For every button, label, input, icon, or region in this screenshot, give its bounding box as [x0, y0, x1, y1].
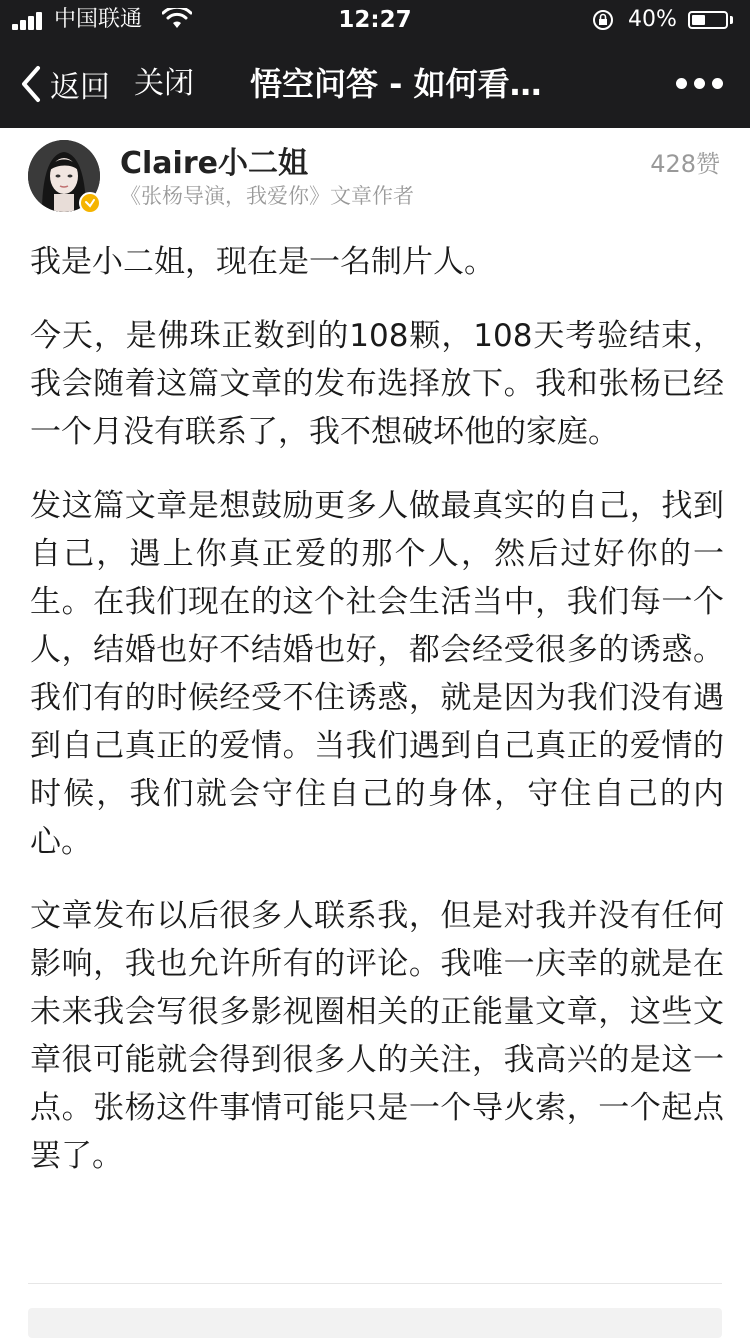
divider: [28, 1283, 722, 1284]
battery-level-fill: [692, 15, 705, 25]
author-name[interactable]: Claire小二姐: [120, 146, 308, 181]
top-bar: [0, 0, 750, 128]
battery-nub: [730, 16, 733, 24]
verified-badge-icon: [79, 192, 101, 214]
page-title: 悟空问答 - 如何看…: [250, 65, 542, 103]
back-label: 返回: [50, 70, 110, 105]
status-bar: [0, 0, 750, 40]
battery-icon: [688, 11, 728, 29]
carrier-name: 中国联通: [54, 7, 143, 32]
more-dots-icon[interactable]: [674, 70, 724, 98]
article-paragraph: 文章发布以后很多人联系我，但是对我并没有任何影响，我也允许所有的评论。我唯一庆幸的就是在未来我会写很多影视圈相关的正能量文章，这些文章很可能就会得到很多人的关注，我高兴的是这一点。张杨这件事情可能只是一个导火索，一个起点罢了。: [30, 898, 724, 1174]
article-paragraph: 我是小二姐，现在是一名制片人。: [30, 244, 495, 280]
close-button[interactable]: 关闭: [134, 66, 194, 101]
back-button[interactable]: [18, 60, 110, 108]
article-body: [30, 238, 724, 1206]
article-paragraph: 发这篇文章是想鼓励更多人做最真实的自己，找到自己，遇上你真正爱的那个人，然后过好你的一生。在我们现在的这个社会生活当中，我们每一个人，结婚也好不结婚也好，都会经受很多的诱惑。我们有的时候经受不住诱惑，就是因为我们没有遇到自己真正的爱情。当我们遇到自己真正的爱情的时候，我们就会守住自己的身体，守住自己的内心。: [30, 488, 724, 860]
article-paragraph: 今天，是佛珠正数到的108颗，108天考验结束，我会随着这篇文章的发布选择放下。我和张杨已经一个月没有联系了，我不想破坏他的家庭。: [30, 318, 724, 450]
battery-percent: 40%: [628, 7, 677, 32]
like-count[interactable]: 428赞: [650, 150, 720, 178]
rotation-lock-icon: [592, 9, 614, 31]
author-header: [0, 128, 750, 228]
author-description: 《张杨导演，我爱你》文章作者: [120, 184, 414, 208]
nav-bar: [0, 40, 750, 128]
status-time: 12:27: [338, 7, 412, 33]
chevron-left-icon: [18, 64, 44, 104]
